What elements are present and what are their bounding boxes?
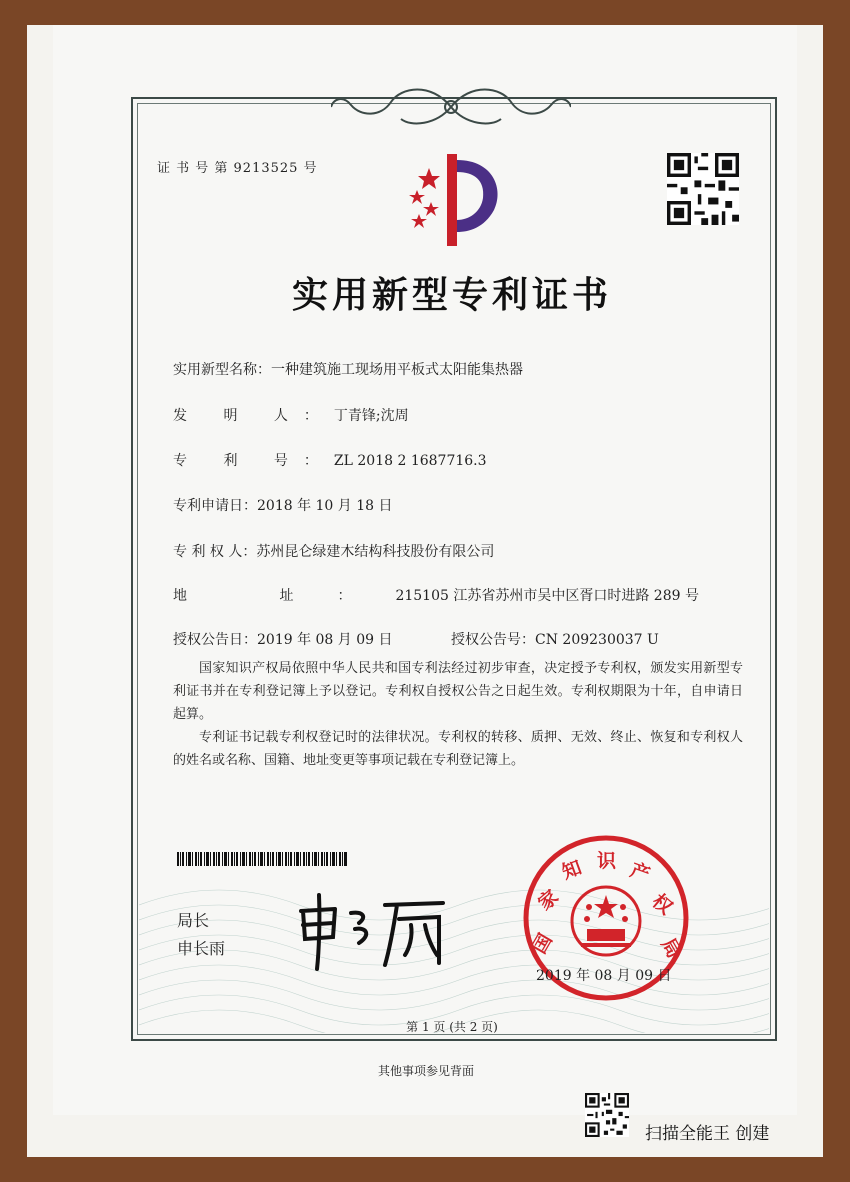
utility-model-name-label: 实用新型名称： xyxy=(173,362,271,378)
back-note: 其他事项参见背面 xyxy=(377,1064,474,1078)
certificate-title: 实用新型专利证书 xyxy=(291,274,612,316)
director-signature-image xyxy=(293,891,463,973)
patent-office-logo-icon xyxy=(399,150,511,254)
patent-owner-label: 专 利 权 人： xyxy=(173,544,257,560)
grant-number-label: 授权公告号： xyxy=(451,632,535,648)
utility-model-name-field xyxy=(173,359,523,379)
inventor-label: 发 明 人： xyxy=(173,408,334,424)
svg-text:国: 国 xyxy=(528,930,557,958)
address-value: 215105 江苏省苏州市吴中区胥口时进路 289 号 xyxy=(395,588,699,604)
patent-number-label: 专 利 号： xyxy=(173,453,334,469)
top-ornament xyxy=(331,77,571,135)
svg-text:局: 局 xyxy=(656,934,686,962)
barcode-icon xyxy=(177,852,347,866)
qr-code-icon xyxy=(667,153,739,225)
director-title: 局长 xyxy=(177,911,210,930)
body-paragraph-2: 专利证书记载专利权登记时的法律状况。专利权的转移、质押、无效、终止、恢复和专利权人的姓名或名称、国籍、地址变更等事项记载在专利登记簿上。 xyxy=(173,730,743,768)
seal-date: 2019 年 08 月 09 日 xyxy=(536,968,672,984)
body-paragraph-1: 国家知识产权局依照中华人民共和国专利法经过初步审查，决定授予专利权，颁发实用新型专利证书并在专利登记簿上予以登记。专利权自授权公告之日起生效。专利权期限为十年，自申请日起算。 xyxy=(173,661,743,722)
svg-text:识: 识 xyxy=(597,850,617,872)
application-date-label: 专利申请日： xyxy=(173,498,257,514)
inventor-field xyxy=(173,405,409,425)
patent-owner-value: 苏州昆仑绿建木结构科技股份有限公司 xyxy=(256,544,495,560)
address-label: 地 址： xyxy=(173,588,396,604)
application-date-value: 2018 年 10 月 18 日 xyxy=(257,498,393,514)
patent-owner-field xyxy=(173,541,494,561)
svg-text:知: 知 xyxy=(559,856,585,884)
scanner-qr-code-icon xyxy=(585,1093,629,1137)
inventor-value: 丁青锋;沈周 xyxy=(333,408,409,424)
grant-date-label: 授权公告日： xyxy=(173,632,257,648)
patent-number-field xyxy=(173,450,487,470)
grant-number-value: CN 209230037 U xyxy=(535,632,659,648)
certificate-body xyxy=(173,657,743,772)
application-date-field xyxy=(173,495,393,515)
page-number: 第 1 页 (共 2 页) xyxy=(406,1020,498,1034)
svg-text:产: 产 xyxy=(627,859,653,887)
certificate-number: 证 书 号 第 9213525 号 xyxy=(157,161,318,176)
director-name: 申长雨 xyxy=(177,939,226,958)
svg-text:权: 权 xyxy=(647,889,677,920)
photo-frame xyxy=(27,25,823,1157)
patent-number-value: ZL 2018 2 1687716.3 xyxy=(333,453,487,469)
utility-model-name-value: 一种建筑施工现场用平板式太阳能集热器 xyxy=(271,362,523,378)
svg-text:家: 家 xyxy=(534,885,563,915)
grant-date-field xyxy=(173,629,393,649)
scanner-watermark-text: 扫描全能王 创建 xyxy=(645,1124,770,1144)
grant-number-field xyxy=(451,629,659,649)
grant-date-value: 2019 年 08 月 09 日 xyxy=(257,632,393,648)
certificate-paper xyxy=(53,25,797,1115)
address-field xyxy=(173,585,699,605)
